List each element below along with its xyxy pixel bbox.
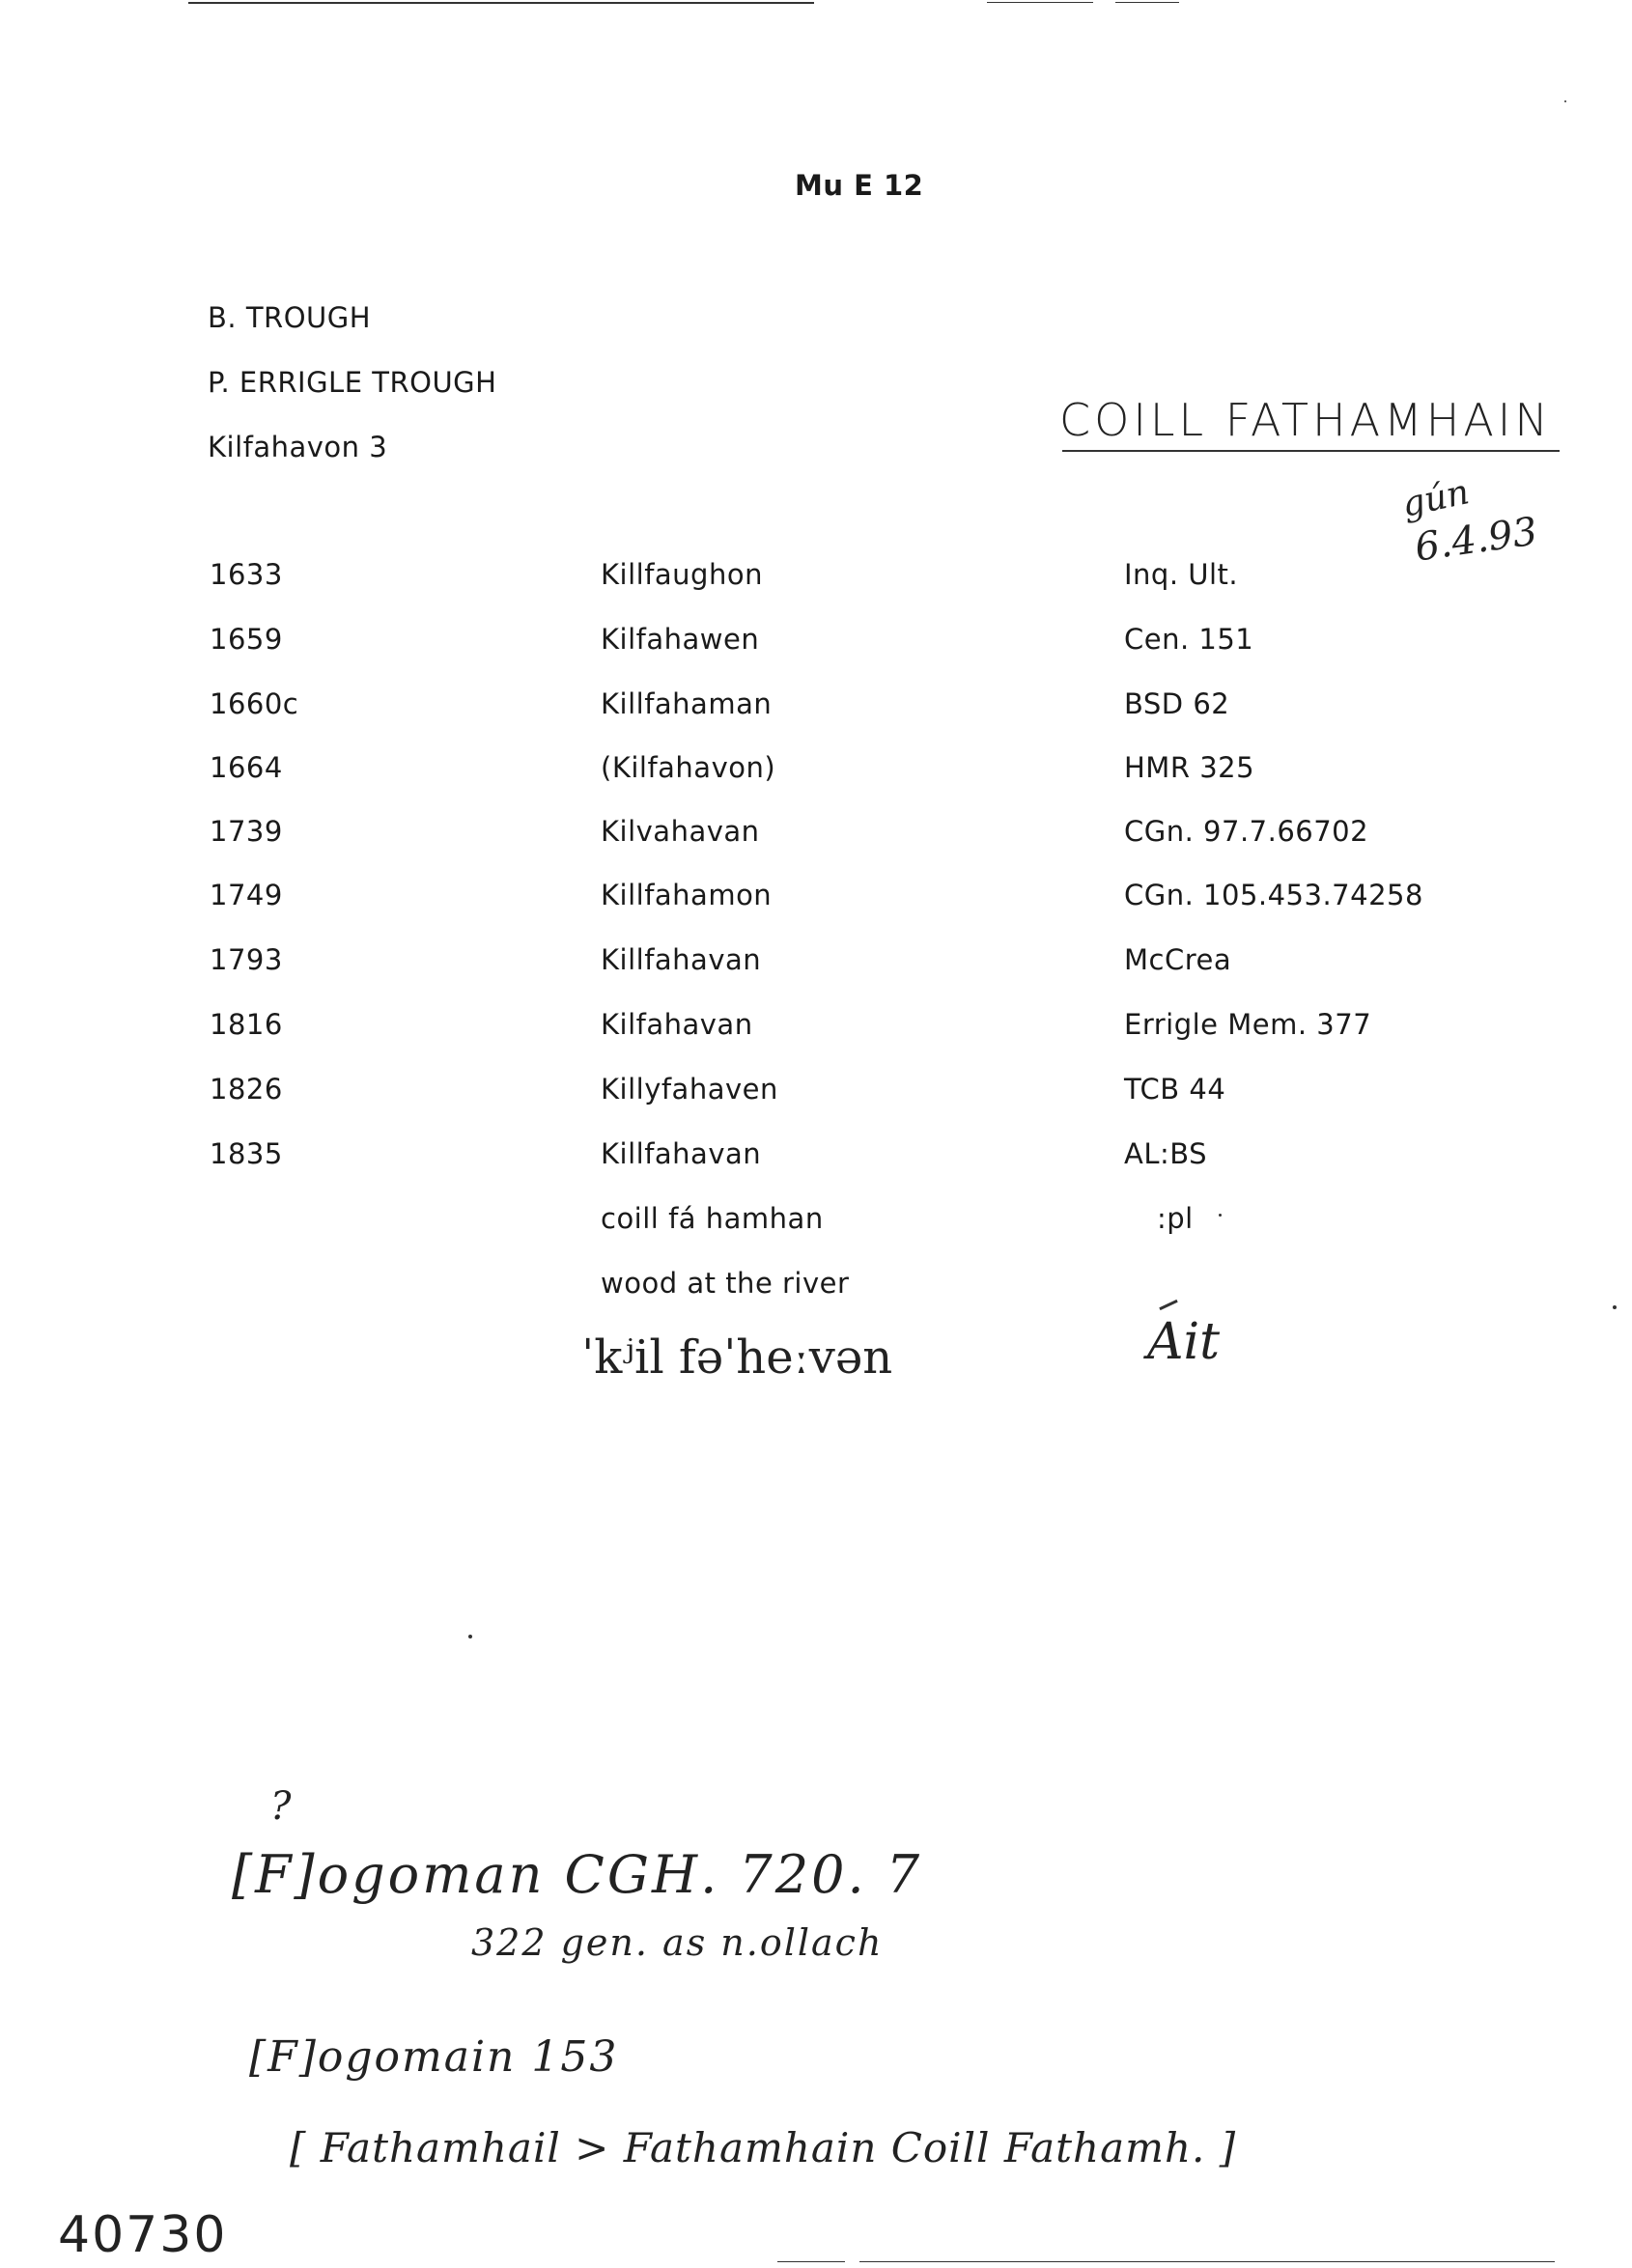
top-border-line-short-2	[1115, 2, 1179, 3]
question-mark: ?	[270, 1784, 292, 1829]
row-form: Killyfahaven	[601, 1073, 778, 1106]
table-row	[0, 815, 1632, 857]
top-border-line	[188, 2, 814, 4]
row-source: TCB 44	[1124, 1073, 1226, 1106]
row-form: Killfahaman	[601, 687, 773, 720]
speck	[1613, 1305, 1617, 1309]
table-row	[0, 623, 1632, 665]
irish-form-handwritten: COILL FATHAMHAIN	[1059, 394, 1552, 446]
row-form: Killfahavan	[601, 1137, 762, 1170]
table-row	[0, 687, 1632, 730]
row-form: Kilfahawen	[601, 623, 760, 656]
row-year: 1835	[210, 1137, 283, 1170]
row-year: 1659	[210, 623, 283, 656]
row-form: Kilfahavan	[601, 1008, 753, 1041]
bottom-border-line	[777, 2261, 845, 2262]
row-form: Killfahamon	[601, 879, 773, 911]
table-row	[0, 943, 1632, 986]
bottom-border-line-2	[859, 2261, 1555, 2262]
row-form: Killfaughon	[601, 558, 763, 591]
row-year: 1826	[210, 1073, 283, 1106]
townland-label: Kilfahavon 3	[208, 431, 388, 463]
etymology-source: :pl	[1157, 1202, 1194, 1235]
row-year: 1660c	[210, 687, 299, 720]
table-row	[0, 879, 1632, 921]
reviewer-initials: gún	[1398, 472, 1473, 525]
note-line-4: [ Fathamhail > Fathamhain Coill Fathamh. ]	[290, 2124, 1237, 2171]
row-source: HMR 325	[1124, 751, 1255, 784]
row-year: 1816	[210, 1008, 283, 1041]
table-row	[0, 1073, 1632, 1115]
row-source: Inq. Ult.	[1124, 558, 1239, 591]
table-row	[0, 1008, 1632, 1050]
row-source: McCrea	[1124, 943, 1232, 976]
speck	[1564, 100, 1566, 102]
row-form: Killfahavan	[601, 943, 762, 976]
etymology-irish: coill fá hamhan	[601, 1202, 824, 1235]
note-line-2: 322 gen. as n.ollach	[471, 1921, 884, 1964]
pronunciation-handwritten: ˈkʲil fəˈheːvən	[581, 1330, 893, 1385]
row-year: 1633	[210, 558, 283, 591]
note-line-1: [F]ogoman CGH. 720. 7	[232, 1844, 923, 1905]
speck	[1219, 1214, 1222, 1217]
speck	[468, 1635, 472, 1638]
note-line-3: [F]ogomain 153	[249, 2032, 619, 2082]
etymology-english: wood at the river	[601, 1267, 850, 1300]
row-source: CGn. 97.7.66702	[1124, 815, 1369, 848]
barony-label: B. TROUGH	[208, 301, 372, 334]
row-year: 1749	[210, 879, 283, 911]
row-source: BSD 62	[1124, 687, 1230, 720]
row-source: AL:BS	[1124, 1137, 1208, 1170]
ait-mark: Ait	[1147, 1313, 1221, 1371]
row-year: 1664	[210, 751, 283, 784]
table-row	[0, 558, 1632, 601]
row-source: CGn. 105.453.74258	[1124, 879, 1423, 911]
document-number: 40730	[58, 2206, 228, 2264]
sheet-id: Mu E 12	[795, 169, 924, 202]
irish-form-underline	[1062, 450, 1560, 452]
ait-accent	[1159, 1300, 1177, 1310]
review-date: 6.4.93	[1412, 509, 1540, 571]
row-form: (Kilfahavon)	[601, 751, 776, 784]
table-row	[0, 751, 1632, 794]
parish-label: P. ERRIGLE TROUGH	[208, 366, 497, 399]
row-source: Errigle Mem. 377	[1124, 1008, 1372, 1041]
top-border-line-short	[987, 2, 1093, 3]
row-year: 1793	[210, 943, 283, 976]
row-year: 1739	[210, 815, 283, 848]
row-form: Kilvahavan	[601, 815, 760, 848]
row-source: Cen. 151	[1124, 623, 1254, 656]
table-row	[0, 1137, 1632, 1180]
